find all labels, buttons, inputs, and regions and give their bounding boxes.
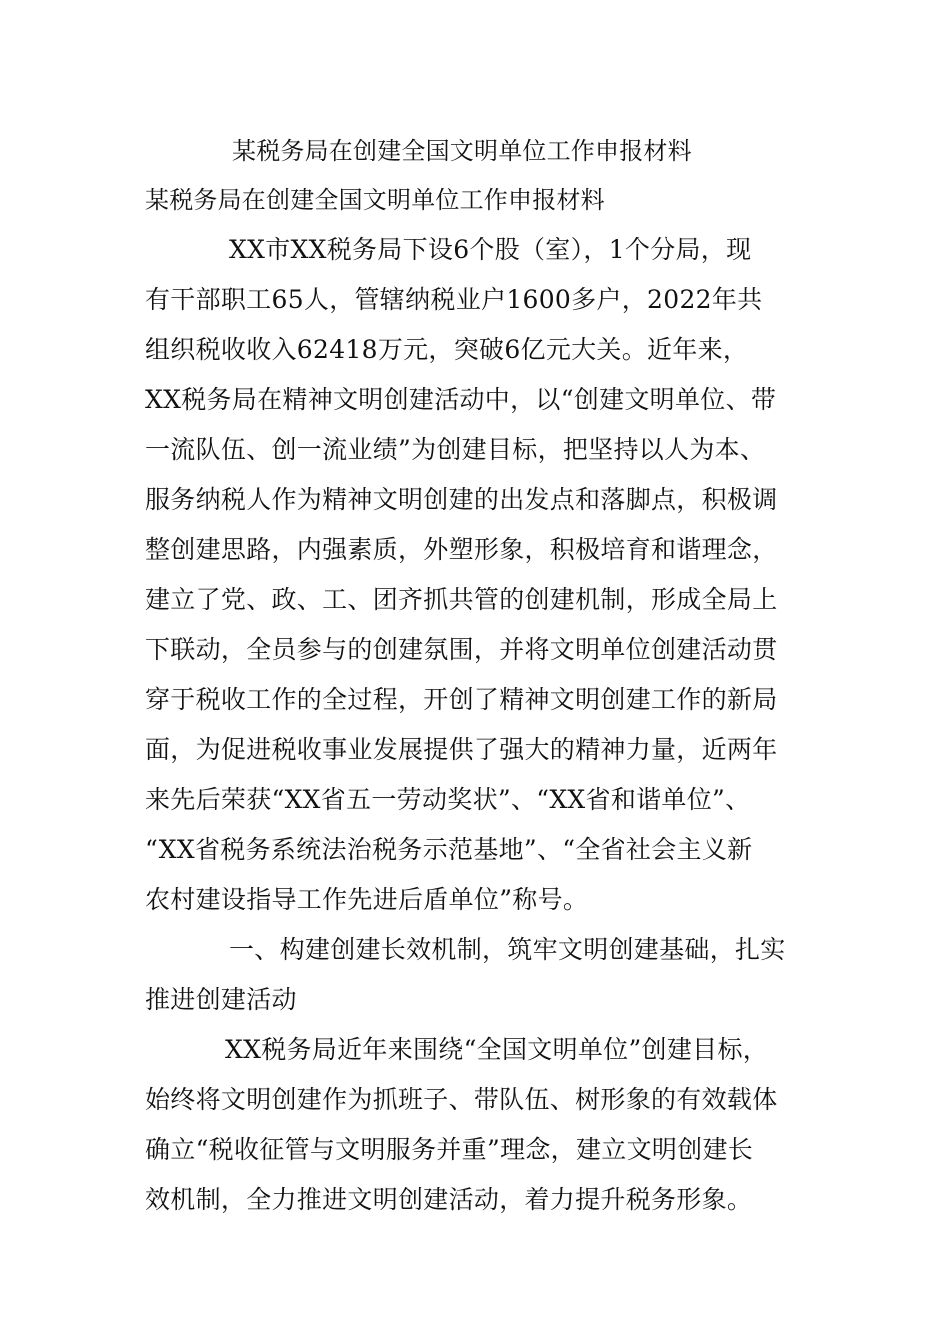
paragraph-line: 服务纳税人作为精神文明创建的出发点和落脚点，积极调: [145, 485, 778, 514]
heading-line: 推进创建活动: [145, 985, 297, 1014]
paragraph-line: 下联动，全员参与的创建氛围，并将文明单位创建活动贯: [145, 635, 778, 664]
paragraph-line: 一流队伍、创一流业绩”为创建目标，把坚持以人为本、: [145, 435, 766, 464]
document-title: 某税务局在创建全国文明单位工作申报材料: [232, 137, 692, 165]
paragraph-line: 确立“税收征管与文明服务并重”理念，建立文明创建长: [145, 1135, 754, 1164]
paragraph-line: 农村建设指导工作先进后盾单位”称号。: [145, 885, 589, 914]
document-subtitle: 某税务局在创建全国文明单位工作申报材料: [145, 186, 605, 214]
paragraph-line: 组织税收收入62418万元，突破6亿元大关。近年来，: [145, 335, 749, 364]
paragraph-line: 始终将文明创建作为抓班子、带队伍、树形象的有效载体: [145, 1085, 778, 1114]
paragraph-line: XX税务局近年来围绕“全国文明单位”创建目标，: [225, 1035, 769, 1064]
paragraph-line: 建立了党、政、工、团齐抓共管的创建机制，形成全局上: [145, 585, 778, 614]
paragraph-line: 穿于税收工作的全过程，开创了精神文明创建工作的新局: [145, 685, 778, 714]
paragraph-line: XX税务局在精神文明创建活动中，以“创建文明单位、带: [145, 385, 777, 414]
paragraph-line: XX市XX税务局下设6个股（室），1个分局，现: [229, 235, 752, 264]
paragraph-line: 有干部职工65人，管辖纳税业户1600多户，2022年共: [145, 285, 763, 314]
paragraph-line: 面，为促进税收事业发展提供了强大的精神力量，近两年: [145, 735, 778, 764]
heading-line: 一、构建创建长效机制，筑牢文明创建基础，扎实: [229, 935, 786, 964]
paragraph-line: 整创建思路，内强素质，外塑形象，积极培育和谐理念，: [145, 535, 778, 564]
paragraph-line: “XX省税务系统法治税务示范基地”、“全省社会主义新: [145, 835, 753, 864]
paragraph-line: 来先后荣获“XX省五一劳动奖状”、“XX省和谐单位”、: [145, 785, 751, 814]
paragraph-line: 效机制，全力推进文明创建活动，着力提升税务形象。: [145, 1185, 753, 1214]
